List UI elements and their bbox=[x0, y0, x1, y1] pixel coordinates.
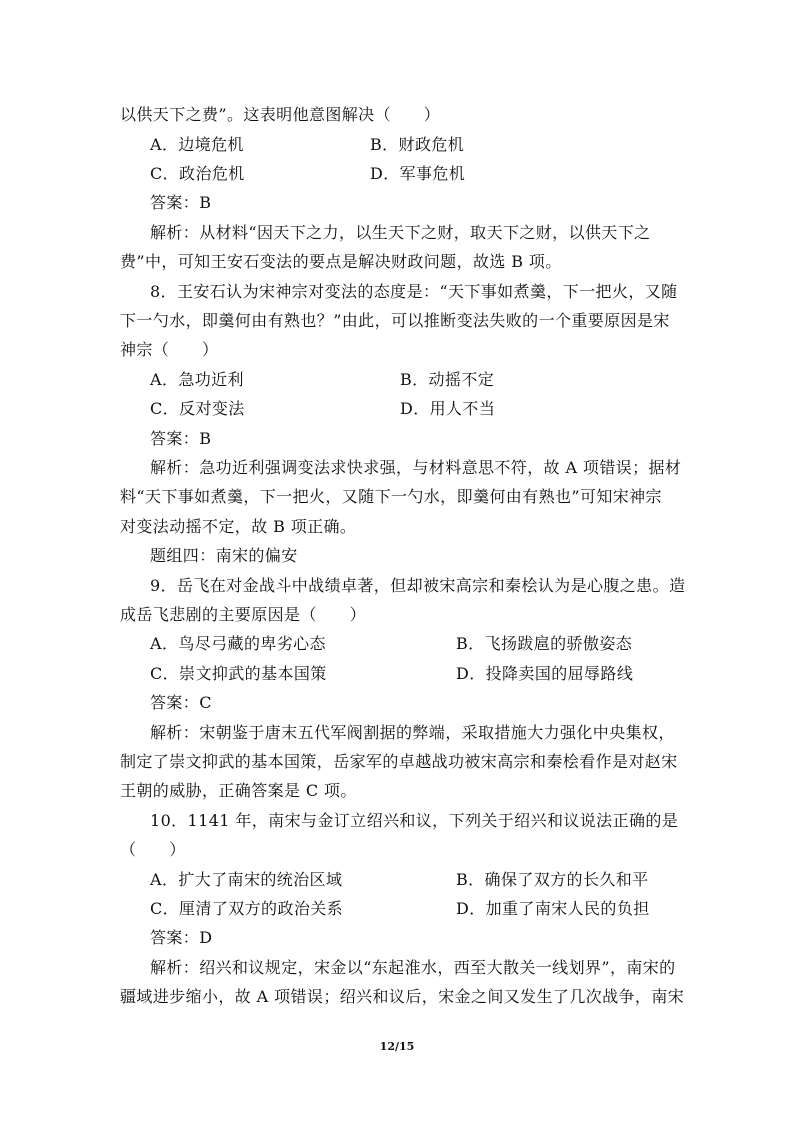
section-heading: 题组四：南宋的偏安 bbox=[150, 546, 298, 565]
analysis-line: 解析：从材料“因天下之力，以生天下之财，取天下之财，以供天下之 bbox=[150, 223, 651, 242]
option-a: A．鸟尽弓藏的卑劣心态 bbox=[150, 634, 326, 653]
text-line: 料“天下事如煮羹，下一把火，又随下一勺水，即羹何由有熟也”可知宋神宗 bbox=[120, 487, 662, 506]
answer-line: 答案：B bbox=[150, 429, 212, 448]
analysis-line: 解析：急功近利强调变法求快求强，与材料意思不符，故 A 项错误；据材 bbox=[150, 458, 682, 477]
option-d: D．投降卖国的屈辱路线 bbox=[456, 664, 634, 683]
option-c: C．反对变法 bbox=[150, 399, 245, 418]
option-c: C．政治危机 bbox=[150, 164, 245, 183]
text-line: 对变法动摇不定，故 B 项正确。 bbox=[120, 517, 357, 536]
option-d: D．军事危机 bbox=[370, 164, 466, 183]
text-line: 下一勺水，即羹何由有熟也？”由此，可以推断变法失败的一个重要原因是宋 bbox=[120, 311, 670, 330]
option-b: B．确保了双方的长久和平 bbox=[456, 870, 649, 889]
answer-line: 答案：D bbox=[150, 928, 213, 947]
option-d: D．用人不当 bbox=[400, 399, 496, 418]
text-line: 疆域进步缩小，故 A 项错误；绍兴和议后，宋金之间又发生了几次战争，南宋 bbox=[120, 987, 685, 1006]
option-a: A．边境危机 bbox=[150, 135, 244, 154]
option-c: C．崇文抑武的基本国策 bbox=[150, 664, 327, 683]
analysis-line: 解析：绍兴和议规定，宋金以“东起淮水，西至大散关一线划界”，南宋的 bbox=[150, 958, 676, 977]
option-b: B．动摇不定 bbox=[400, 370, 495, 389]
text-line: 王朝的威胁，正确答案是 C 项。 bbox=[120, 781, 357, 800]
question-10: 10．1141 年，南宋与金订立绍兴和议，下列关于绍兴和议说法正确的是 bbox=[150, 811, 679, 830]
text-line: 以供天下之费”。这表明他意图解决（ ） bbox=[120, 105, 441, 124]
answer-line: 答案：C bbox=[150, 693, 212, 712]
page-number: 12/15 bbox=[379, 1040, 415, 1053]
text-line: 费”中，可知王安石变法的要点是解决财政问题，故选 B 项。 bbox=[120, 252, 562, 271]
option-b: B．飞扬跋扈的骄傲姿态 bbox=[456, 634, 633, 653]
option-d: D．加重了南宋人民的负担 bbox=[456, 899, 650, 918]
text-line: 神宗（ ） bbox=[120, 340, 219, 359]
text-line: 制定了崇文抑武的基本国策，岳家军的卓越战功被宋高宗和秦桧看作是对赵宋 bbox=[120, 752, 678, 771]
question-9: 9．岳飞在对金战斗中战绩卓著，但却被宋高宗和秦桧认为是心腹之患。造 bbox=[150, 576, 686, 595]
option-a: A．急功近利 bbox=[150, 370, 244, 389]
option-c: C．厘清了双方的政治关系 bbox=[150, 899, 344, 918]
option-a: A．扩大了南宋的统治区域 bbox=[150, 870, 343, 889]
answer-line: 答案：B bbox=[150, 193, 212, 212]
text-line: 成岳飞悲剧的主要原因是（ ） bbox=[120, 605, 367, 624]
question-8: 8．王安石认为宋神宗对变法的态度是：“天下事如煮羹，下一把火，又随 bbox=[150, 282, 678, 301]
text-line: （ ） bbox=[120, 840, 186, 859]
option-b: B．财政危机 bbox=[370, 135, 465, 154]
analysis-line: 解析：宋朝鉴于唐末五代军阀割据的弊端，采取措施大力强化中央集权， bbox=[150, 723, 675, 742]
